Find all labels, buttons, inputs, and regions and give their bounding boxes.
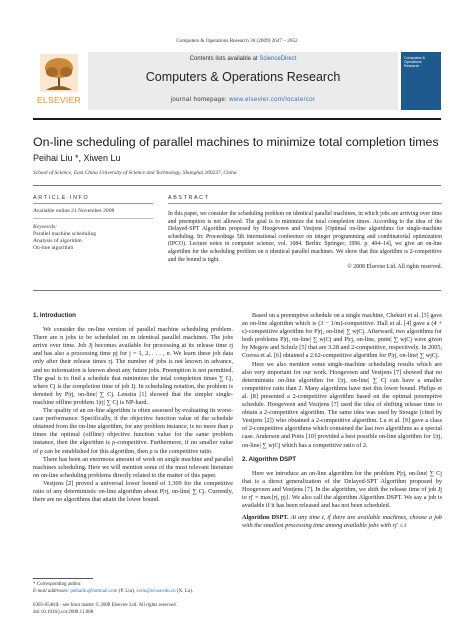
- body-paragraph: Vestjens [2] proved a universal lower bound of 1.309 for the competitive ratio of any deterministic on-line algorithm about P|rj, on-line| ∑ Cj. Currently, there are no algorithms that attain the lower bound.: [33, 479, 233, 504]
- contents-line: [88, 56, 398, 62]
- contents-prefix: Contents lists available at: [189, 56, 260, 62]
- section-divider: [33, 290, 441, 291]
- abstract-heading: ABSTRACT: [168, 195, 210, 201]
- body-paragraph: We consider the on-line version of parallel machine scheduling problem. There are n jobs to be scheduled on m identical parallel machines. The jobs arrive over time. Job Jj becomes available for processing at its release time rj and has also a processing time pj for j = 1, 2, . . . , n. We learn these job data only after their release times rj. The number of jobs is not known in advance, and no information is known about any future jobs. Preemption is not permitted. The goal is to find a schedule that minimizes the total completion times ∑ Cj, where Cj is the completion time of job Jj. In scheduling notation, the problem is denoted by P|rj, on-line| ∑ Cj. Lenstra [1] showed that the simpler single-machine offline problem 1|rj| ∑ Cj is NP-hard.: [33, 326, 233, 406]
- doi-line: doi:10.1016/j.cor.2008.11.008: [33, 609, 94, 615]
- email-link[interactable]: peihailiu@hotmail.com: [70, 588, 118, 594]
- algorithm-definition: [242, 514, 442, 530]
- keyword-item: On-line algorithm: [33, 245, 74, 251]
- email-label: E-mail addresses:: [33, 588, 71, 594]
- article-info-rule: [33, 203, 153, 204]
- algorithm-label: Algorithm DSPT.: [242, 514, 289, 522]
- article-title: On-line scheduling of parallel machines to minimize total completion times: [33, 135, 439, 149]
- algorithm-text: At any time t, if there are available machines, choose a job with the smallest processing time among available jobs with rj' ≤ t: [242, 514, 442, 530]
- keywords-label: Keywords:: [33, 224, 58, 230]
- body-paragraph: Here we introduce an on-line algorithm for the problem P|rj, on-line| ∑ Cj that is a direct generalization of the Delayed-SPT Algorithm proposed by Hoogeveen and Vestjens [7]. In the algorithm, we shift the release time of job Jj to rj' = max{rj, pj}. We also call the algorithm Algorithm DSPT. We say a job is available if it has been released and has not been scheduled.: [242, 469, 442, 510]
- article-authors: Peihai Liu *, Xiwen Lu: [33, 153, 121, 163]
- issn-block: [33, 603, 293, 616]
- elsevier-tree-icon: [40, 54, 78, 92]
- keyword-item: Analysis of algorithm: [33, 238, 82, 244]
- body-paragraph: Here we also mention some single-machine scheduling results which are also very important for our work. Hoogeveen and Vestjens [7] showed that no deterministic on-line algorithm for 1|rj, on-line| ∑ Cj can have a smaller competitive ratio than 2. Many algorithms have met this lower bound. Philips et al. [8] presented a 2-competitive algorithm based on the optimal preemptive schedule. Hoogeveen and Vestjens [7] used the idea of shifting release time to obtain a 2-competitive algorithm. The same idea was used by Stougie (cited by Vestjens [2]) who obtained a 2-competitive algorithm. Lu et al. [9] gave a class of 2-competitive algorithms which contained the last two algorithms as a special case. Anderson and Potts [10] provided a best possible on-line algorithm for 1|rj, on-line| ∑ wjCj which has a competitive ratio of 2.: [242, 360, 442, 449]
- issn-line: 0305-0548/$ - see front matter © 2008 Elsevier Ltd. All rights reserved.: [33, 603, 177, 608]
- author-affiliation: School of Science, East China University of Science and Technology, Shanghai 200237, China: [33, 170, 237, 176]
- abstract-text: In this paper, we consider the scheduling problem on identical parallel machines, in which jobs are arriving over time and preemption is not allowed. The goal is to minimize the total completion times. According to the idea of the Delayed-SPT Algorithm proposed by Hoogeveen and Vestjens [Optimal on-line algorithms for single-machine scheduling. In: Proceedings 5th international conference on integer programming and combinatorial optimization (IPCO). Lecture notes in computer science, vol. 1084. Berlin: Springer; 1996. p. 404–14], we give an on-line algorithm for the scheduling problem on n identical parallel machines. We show that this algorithm is 2-competitive and the bound is tight.: [168, 211, 442, 263]
- journal-homepage: [88, 97, 398, 103]
- email-owner: (P. Liu),: [117, 588, 137, 594]
- email-addresses: [33, 589, 233, 596]
- section-heading-algorithm: 2. Algorithm DSPT: [242, 455, 297, 463]
- section-divider: [33, 185, 441, 186]
- journal-title: Computers & Operations Research: [145, 70, 341, 84]
- sciencedirect-link[interactable]: ScienceDirect: [259, 56, 297, 62]
- email-owner: (X. Lu).: [175, 588, 194, 594]
- email-link[interactable]: xwlu@ecust.edu.cn: [136, 588, 176, 594]
- body-paragraph: Based on a preemptive schedule on a single machine, Chekuri et al. [3] gave an on-line algorithm which is (3 − 1/m)-competitive. Hall et al. [4] gave a (4 + ε)-competitive algorithm for P|rj, on-line| ∑ wjCj. Afterward, two algorithms for both problems P|rj, on-line| ∑ wjCj and P|rj, on-line, pmtn| ∑ wjCj were given by Megow and Schulz [5] that are 3.28 and 2-competitive, respectively. In 2005, Correa et al. [6] obtained a 2.62-competitive algorithm for P|rj, on-line| ∑ wjCj.: [242, 312, 442, 360]
- article-info-heading: ARTICLE INFO: [33, 195, 90, 201]
- body-left-column: [33, 312, 233, 504]
- body-paragraph: The quality of an on-line algorithm is often assessed by evaluating its worst-case performance. Specifically, if the objective function value of the schedule obtained from the on-line algorithm, for any problem instance, is no more than ρ times the optimal (offline) objective function value for the same problem instance, then the algorithm is ρ-competitive. Furthermore, if no smaller value of ρ can be established for this algorithm, then ρ is the competitive ratio.: [33, 407, 233, 455]
- keyword-item: Parallel machine scheduling: [33, 231, 97, 237]
- section-heading-introduction: 1. Introduction: [33, 312, 76, 319]
- cover-line: Computers &: [404, 56, 425, 60]
- body-right-column: [242, 312, 442, 530]
- cover-line: Operations: [404, 60, 422, 65]
- abstract-rule: [168, 203, 442, 204]
- publisher-name: ELSEVIER: [37, 95, 81, 105]
- homepage-prefix: journal homepage:: [170, 97, 230, 103]
- available-online: Available online 21 November 2008: [33, 208, 115, 214]
- keywords-rule: [33, 218, 153, 219]
- footnote: [33, 582, 233, 595]
- header-divider: [33, 118, 441, 120]
- footnote-rule: [33, 578, 93, 579]
- body-paragraph: There has been an enormous amount of work on single machine and parallel machines scheduling. Here we will mention some of the most relevant literature on on-line scheduling problems directly related to the matter of this paper.: [33, 455, 233, 479]
- abstract-copyright: © 2008 Elsevier Ltd. All rights reserved.: [347, 264, 442, 270]
- journal-cover-title: [404, 56, 438, 69]
- corresponding-author-note: * Corresponding author.: [33, 582, 82, 587]
- cover-line: Research: [404, 64, 420, 69]
- homepage-link[interactable]: www.elsevier.com/locate/cor: [229, 97, 316, 103]
- journal-reference: Computers & Operations Research 36 (2009) 2647 – 2652: [176, 38, 298, 44]
